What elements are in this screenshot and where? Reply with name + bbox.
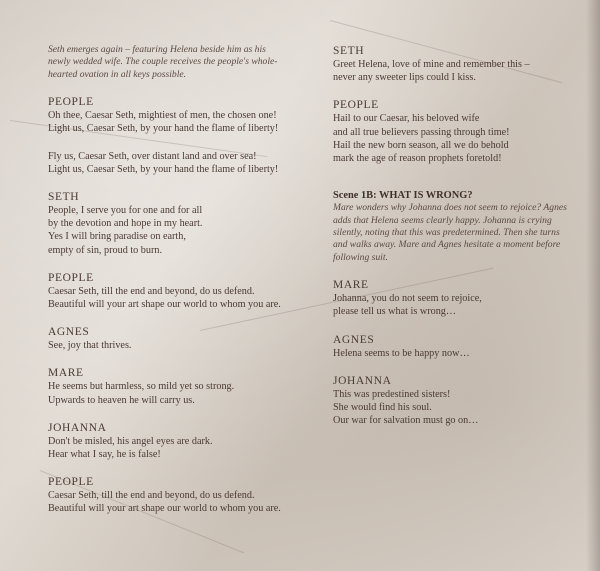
lyric-line: Light us, Caesar Seth, by your hand the flame of liberty! (48, 123, 279, 135)
lyric-line: She would find his soul. (333, 402, 432, 414)
direction-line: newly wedded wife. The couple receives the people's whole- (48, 56, 278, 68)
lyric-line: Greet Helena, love of mine and remember this – (333, 59, 530, 70)
lyric-line: Helena seems to be happy now… (333, 347, 470, 359)
lyric-line: Beautiful will your art shape our world to whom you are. (48, 299, 281, 311)
speaker-name: PEOPLE (333, 99, 379, 112)
direction-line: following suit. (333, 251, 388, 263)
speaker-name: SETH (333, 45, 365, 57)
lyric-line: People, I serve you for one and for all (48, 205, 203, 217)
speaker-name: AGNES (333, 333, 375, 346)
lyric-line: See, joy that thrives. (48, 340, 132, 352)
speaker-name: JOHANNA (333, 374, 392, 387)
left-column (48, 44, 306, 530)
lyric-line: Hail the new born season, all we do behold (333, 139, 509, 151)
lyric-block (333, 98, 588, 165)
speaker-name: MARE (48, 367, 84, 380)
lyric-block (48, 190, 306, 257)
scene-header (333, 189, 588, 264)
lyric-line: Don't be misled, his angel eyes are dark. (48, 435, 213, 447)
lyric-line: Hail to our Caesar, his beloved wife (333, 113, 480, 125)
lyric-line: Johanna, you do not seem to rejoice, (333, 293, 482, 305)
speaker-name: AGNES (48, 326, 90, 339)
lyric-line: Hear what I say, he is false! (48, 449, 161, 461)
lyric-block (333, 278, 588, 318)
lyric-block (48, 475, 306, 515)
lyric-block (333, 44, 588, 84)
lyric-line: please tell us what is wrong… (333, 306, 457, 318)
scene-title: Scene 1B: WHAT IS WRONG? (333, 190, 473, 202)
lyric-line: empty of sin, proud to burn. (48, 244, 163, 256)
lyric-line: Upwards to heaven he will carry us. (48, 394, 195, 406)
lyric-block (48, 366, 306, 406)
lyric-line: never any sweeter lips could I kiss. (333, 72, 476, 84)
intro-stage-direction (48, 44, 306, 81)
direction-line: adds that Helena seems clearly happy. Johanna is crying (333, 214, 552, 226)
direction-line: silently, noting that this was predetermined. Then she turns (333, 227, 560, 239)
lyric-line: Fly us, Caesar Seth, over distant land and over sea! (48, 150, 257, 162)
lyric-line: Caesar Seth, till the end and beyond, do us defend. (48, 285, 255, 297)
speaker-name: PEOPLE (48, 271, 94, 284)
lyric-line: Our war for salvation must go on… (333, 415, 479, 427)
lyric-block (48, 95, 306, 135)
lyric-line: Yes I will bring paradise on earth, (48, 231, 186, 243)
lyric-line: Beautiful will your art shape our world to whom you are. (48, 503, 281, 515)
lyric-line: Oh thee, Caesar Seth, mightiest of men, the chosen one! (48, 110, 277, 122)
lyric-block (333, 333, 588, 360)
lyric-block (48, 271, 306, 311)
lyric-line: He seems but harmless, so mild yet so strong. (48, 381, 235, 393)
page-edge-shadow (586, 0, 600, 571)
lyric-line: by the devotion and hope in my heart. (48, 218, 203, 230)
lyric-line: This was predestined sisters! (333, 388, 451, 400)
lyric-line: mark the age of reason prophets foretold! (333, 153, 502, 165)
direction-line: Mare wonders why Johanna does not seem to rejoice? Agnes (333, 202, 567, 214)
speaker-name: MARE (333, 279, 369, 292)
direction-line: and walks away. Mare and Agnes hesitate a moment before (333, 239, 561, 251)
lyric-line: Caesar Seth, till the end and beyond, do us defend. (48, 490, 255, 502)
speaker-name: SETH (48, 191, 80, 204)
lyric-line: Light us, Caesar Seth, by your hand the flame of liberty! (48, 163, 279, 175)
direction-line: hearted ovation in all keys possible. (48, 68, 187, 80)
lyric-block (48, 421, 306, 461)
speaker-name: PEOPLE (48, 476, 94, 489)
lyric-block (333, 374, 588, 428)
lyric-block (48, 325, 306, 352)
speaker-name: JOHANNA (48, 421, 107, 434)
lyric-block (48, 150, 306, 176)
lyric-line: and all true believers passing through time! (333, 126, 510, 138)
direction-line: Seth emerges again – featuring Helena beside him as his (48, 44, 266, 55)
speaker-name: PEOPLE (48, 96, 94, 109)
right-column (333, 44, 588, 441)
